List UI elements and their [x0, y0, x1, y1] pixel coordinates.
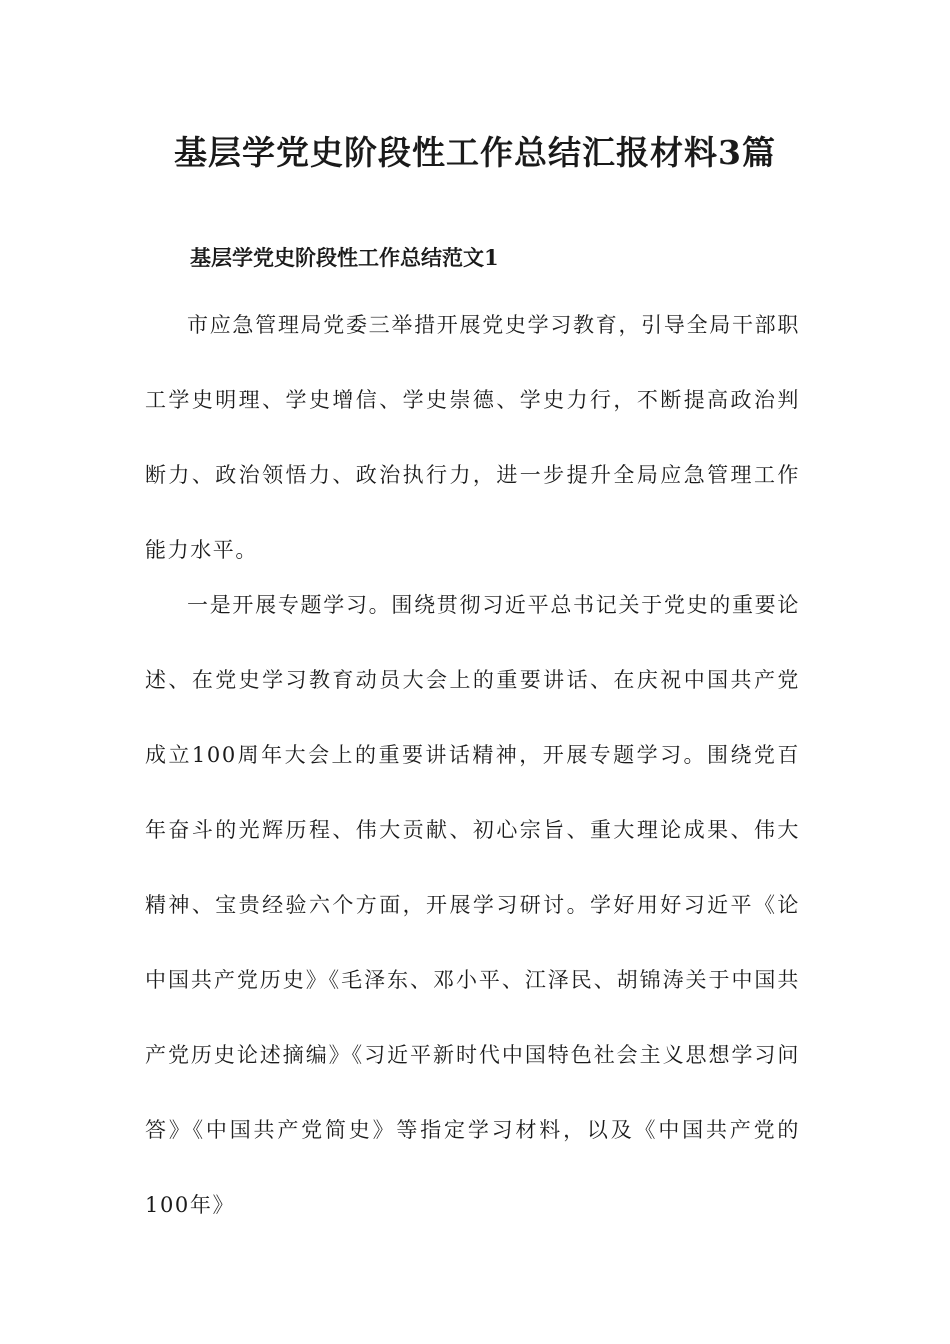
section-heading: 基层学党史阶段性工作总结范文1	[190, 245, 499, 270]
paragraph-intro: 市应急管理局党委三举措开展党史学习教育，引导全局干部职工学史明理、学史增信、学史崇德、学史力行，不断提高政治判断力、政治领悟力、政治执行力，进一步提升全局应急管理工作能力水平。	[145, 313, 800, 562]
document-title: 基层学党史阶段性工作总结汇报材料3篇	[174, 133, 776, 172]
paragraph-topic-study: 一是开展专题学习。围绕贯彻习近平总书记关于党史的重要论述、在党史学习教育动员大会上的重要讲话、在庆祝中国共产党成立100周年大会上的重要讲话精神，开展专题学习。围绕党百年奋斗的光辉历程、伟大贡献、初心宗旨、重大理论成果、伟大精神、宝贵经验六个方面，开展学习研讨。学好用好习近平《论中国共产党历史》《毛泽东、邓小平、江泽民、胡锦涛关于中国共产党历史论述摘编》《习近平新时代中国特色社会主义思想学习问答》《中国共产党简史》等指定学习材料，以及《中国共产党的100年》	[145, 593, 800, 1217]
